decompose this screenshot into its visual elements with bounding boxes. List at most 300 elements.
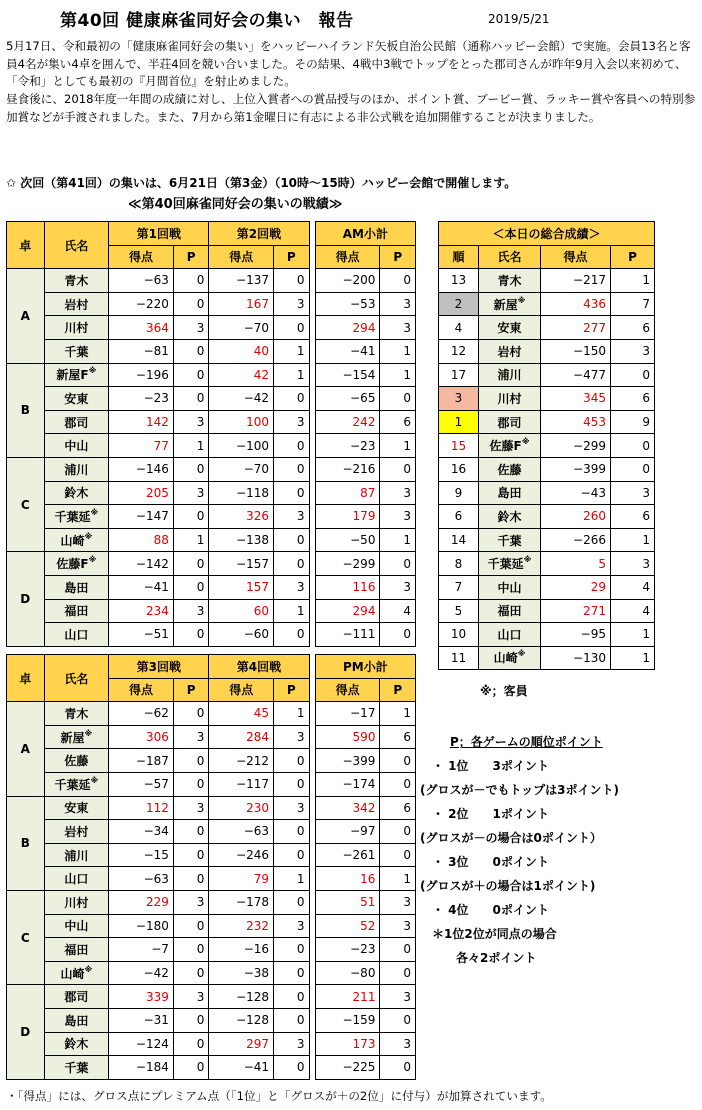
player-name-cell [44, 363, 109, 387]
game-2-points: 1 [274, 867, 309, 891]
game-2-points: 0 [274, 434, 309, 458]
game-2-points: 0 [274, 843, 309, 867]
game-1-score: 77 [109, 434, 174, 458]
game-1-score: −57 [109, 772, 174, 796]
overall-row [439, 623, 655, 647]
subtotal-score: 179 [315, 505, 380, 529]
subtotal-score: −50 [315, 528, 380, 552]
guest-mark: ※ [84, 964, 93, 974]
subtotal-points: 0 [380, 623, 416, 647]
overall-points: 1 [611, 646, 655, 670]
player-name: 浦川 [64, 462, 89, 477]
game-1-points: 3 [173, 796, 208, 820]
overall-score: 453 [541, 410, 611, 434]
overall-row [439, 481, 655, 505]
player-name: 福田 [64, 942, 89, 957]
table-id: B [7, 363, 45, 457]
game-1-points: 3 [173, 410, 208, 434]
next-meeting-notice: ✩ 次回（第41回）の集いは、6月21日（第3金）（10時～15時）ハッピー会館で開催します。 [6, 176, 517, 190]
game-2-score: 42 [209, 363, 274, 387]
game-2-points: 3 [274, 914, 309, 938]
player-name: 岩村 [64, 297, 89, 312]
game-1-score: −81 [109, 339, 174, 363]
player-name-cell [44, 269, 109, 293]
subtotal-points: 3 [380, 914, 416, 938]
player-name-cell [44, 528, 109, 552]
overall-title: ＜本日の総合成績＞ [439, 222, 655, 246]
game-2-points: 0 [274, 269, 309, 293]
subtotal-score: 294 [315, 316, 380, 340]
legend-line: (グロスが＋の場合は1ポイント) [420, 879, 596, 893]
game-2-score: 45 [209, 702, 274, 726]
game-1-points: 0 [173, 843, 208, 867]
game-1-score: −63 [109, 269, 174, 293]
game-2-score: −38 [209, 961, 274, 985]
header-score: 得点 [315, 678, 380, 702]
pm-results-table [6, 654, 416, 1080]
overall-rank: 7 [439, 575, 479, 599]
header-name: 氏名 [44, 655, 109, 702]
player-name-cell [44, 434, 109, 458]
table-row [7, 481, 416, 505]
footnote: ・「得点」には、グロス点にプレミアム点（「1位」と「グロスが＋の2位」に付与）が加算されています。 [6, 1089, 552, 1103]
game-2-points: 0 [274, 316, 309, 340]
player-name: 鈴木 [64, 1037, 89, 1052]
legend-line: ＊1位2位が同点の場合 [420, 927, 557, 941]
table-row [7, 623, 416, 647]
legend-line: ・ 3位 0ポイント [420, 855, 549, 869]
subtotal-score: −53 [315, 292, 380, 316]
game-1-score: 205 [109, 481, 174, 505]
header-p: P [380, 245, 416, 269]
overall-score: 5 [541, 552, 611, 576]
overall-points: 1 [611, 623, 655, 647]
table-row [7, 843, 416, 867]
game-1-points: 0 [173, 702, 208, 726]
intro-paragraph-1: 5月17日、令和最初の「健康麻雀同好会の集い」をハッピーハイランド矢板自治公民館（通称ハッピー会館）で実施。会員13名と客員4名が集い4卓を囲んで、半荘4回を競い合いました。その結果、4戦中3戦でトップをとった郡司さんが昨年9月入会以来初めて、「令和」としても最初の『月間首位』を射止めました。 [6, 39, 691, 89]
game-1-points: 0 [173, 938, 208, 962]
game-2-score: −138 [209, 528, 274, 552]
player-name: 鈴木 [64, 486, 89, 501]
game-2-points: 0 [274, 961, 309, 985]
game-2-points: 0 [274, 749, 309, 773]
table-row [7, 599, 416, 623]
overall-row [439, 575, 655, 599]
game-1-score: −15 [109, 843, 174, 867]
report-date: 2019/5/21 [488, 12, 550, 26]
overall-row [439, 434, 655, 458]
player-name: 千葉 [497, 533, 522, 548]
points-legend [420, 730, 619, 970]
player-name-cell [44, 552, 109, 576]
subtotal-score: −225 [315, 1056, 380, 1080]
guest-mark: ※ [517, 649, 526, 659]
game-2-score: −42 [209, 387, 274, 411]
header-score: 得点 [109, 678, 174, 702]
table-id: C [7, 890, 45, 984]
overall-rank: 3 [439, 387, 479, 411]
subtotal-points: 1 [380, 363, 416, 387]
game-2-points: 0 [274, 938, 309, 962]
subtotal-score: −154 [315, 363, 380, 387]
table-row [7, 702, 416, 726]
table-row [7, 410, 416, 434]
subtotal-points: 3 [380, 890, 416, 914]
subtotal-score: −97 [315, 820, 380, 844]
table-row [7, 269, 416, 293]
subtotal-points: 1 [380, 434, 416, 458]
header-game-2: 第2回戦 [209, 222, 309, 246]
overall-results-table [438, 221, 655, 670]
game-2-points: 0 [274, 985, 309, 1009]
player-name: 中山 [497, 580, 522, 595]
player-name-cell [44, 725, 109, 749]
player-name: 山崎 [60, 533, 85, 548]
overall-row [439, 457, 655, 481]
header-game-1: 第1回戦 [109, 222, 209, 246]
player-name: 千葉延 [487, 557, 524, 572]
player-name: 山口 [64, 872, 89, 887]
subtotal-score: 173 [315, 1032, 380, 1056]
player-name: 佐藤F [489, 439, 522, 454]
game-1-points: 3 [173, 481, 208, 505]
player-name: 福田 [497, 604, 522, 619]
subtotal-score: −399 [315, 749, 380, 773]
game-2-points: 1 [274, 702, 309, 726]
player-name: 郡司 [64, 415, 89, 430]
overall-score: −299 [541, 434, 611, 458]
player-name: 川村 [64, 321, 89, 336]
intro-paragraph-2: 昼食後に、2018年度一年間の成績に対し、上位入賞者への賞品授与のほか、ポイント賞、ブービー賞、ラッキー賞や客員への特別参加賞などが手渡されました。また、7月から第1金曜日に有志による非公式戦を追加開催することが決まりました。 [6, 92, 696, 124]
player-name-cell [44, 599, 109, 623]
legend-line: (グロスが－の場合は0ポイント） [420, 831, 602, 845]
header-p: P [380, 678, 416, 702]
game-2-points: 3 [274, 505, 309, 529]
overall-rank: 14 [439, 528, 479, 552]
page-title: 第40回 健康麻雀同好会の集い 報告 [60, 11, 354, 31]
game-2-points: 0 [274, 772, 309, 796]
table-row [7, 1008, 416, 1032]
header-p: P [274, 678, 309, 702]
game-2-points: 3 [274, 1032, 309, 1056]
guest-mark: ※ [84, 531, 93, 541]
table-row [7, 1032, 416, 1056]
table-id: B [7, 796, 45, 890]
game-1-score: 339 [109, 985, 174, 1009]
subtotal-score: 342 [315, 796, 380, 820]
game-2-score: −128 [209, 985, 274, 1009]
legend-line: ・ 2位 1ポイント [420, 807, 549, 821]
player-name: 佐藤 [497, 462, 522, 477]
table-id: A [7, 269, 45, 363]
player-name: 青木 [497, 273, 522, 288]
header-p: P [173, 245, 208, 269]
player-name-cell [44, 702, 109, 726]
subtotal-points: 0 [380, 552, 416, 576]
results-subtitle: ≪第40回麻雀同好会の集いの戦績≫ [128, 197, 343, 212]
player-name: 島田 [64, 580, 89, 595]
player-name: 山口 [497, 627, 522, 642]
game-1-points: 0 [173, 457, 208, 481]
game-1-points: 0 [173, 914, 208, 938]
player-name: 山崎 [493, 651, 518, 666]
overall-rank: 4 [439, 316, 479, 340]
header-score: 得点 [209, 678, 274, 702]
table-row [7, 528, 416, 552]
game-2-score: −246 [209, 843, 274, 867]
game-2-points: 0 [274, 481, 309, 505]
game-2-score: −100 [209, 434, 274, 458]
overall-rank: 11 [439, 646, 479, 670]
subtotal-score: −159 [315, 1008, 380, 1032]
subtotal-score: −17 [315, 702, 380, 726]
table-row [7, 339, 416, 363]
header-p: P [173, 678, 208, 702]
overall-name-cell [479, 363, 541, 387]
legend-line: 各々2ポイント [420, 951, 537, 965]
game-2-score: −16 [209, 938, 274, 962]
table-id: C [7, 457, 45, 551]
table-row [7, 820, 416, 844]
game-2-score: 40 [209, 339, 274, 363]
player-name-cell [44, 387, 109, 411]
game-1-points: 0 [173, 623, 208, 647]
game-1-score: −124 [109, 1032, 174, 1056]
player-name-cell [44, 339, 109, 363]
subtotal-score: −216 [315, 457, 380, 481]
table-row [7, 363, 416, 387]
table-row [7, 457, 416, 481]
player-name: 千葉延 [54, 509, 91, 524]
subtotal-score: −41 [315, 339, 380, 363]
game-2-score: 167 [209, 292, 274, 316]
game-1-score: −34 [109, 820, 174, 844]
table-row [7, 316, 416, 340]
overall-name-cell [479, 575, 541, 599]
subtotal-points: 1 [380, 702, 416, 726]
overall-rank: 1 [439, 410, 479, 434]
overall-name-cell [479, 434, 541, 458]
game-2-score: 157 [209, 575, 274, 599]
guest-mark: ※ [88, 555, 97, 565]
overall-score: −266 [541, 528, 611, 552]
subtotal-points: 0 [380, 269, 416, 293]
overall-name-cell [479, 646, 541, 670]
subtotal-score: −299 [315, 552, 380, 576]
game-2-points: 3 [274, 796, 309, 820]
game-2-points: 0 [274, 820, 309, 844]
subtotal-points: 0 [380, 457, 416, 481]
overall-points: 0 [611, 457, 655, 481]
overall-rank: 10 [439, 623, 479, 647]
guest-mark: ※ [88, 366, 97, 376]
legend-title: P；各ゲームの順位ポイント [450, 735, 603, 749]
game-2-points: 0 [274, 552, 309, 576]
game-1-points: 0 [173, 363, 208, 387]
game-1-score: −7 [109, 938, 174, 962]
game-2-score: 326 [209, 505, 274, 529]
player-name: 山崎 [60, 966, 85, 981]
subtotal-points: 0 [380, 749, 416, 773]
guest-mark: ※ [90, 775, 99, 785]
player-name: 安東 [64, 801, 89, 816]
table-row [7, 938, 416, 962]
overall-name-cell [479, 505, 541, 529]
legend-line: (グロスが－でもトップは3ポイント) [420, 783, 619, 797]
overall-points: 3 [611, 481, 655, 505]
table-row [7, 552, 416, 576]
overall-score: 29 [541, 575, 611, 599]
guest-note: ※；客員 [480, 684, 528, 698]
game-1-points: 0 [173, 575, 208, 599]
subtotal-points: 3 [380, 985, 416, 1009]
player-name: 岩村 [497, 344, 522, 359]
overall-row [439, 269, 655, 293]
player-name: 青木 [64, 273, 89, 288]
game-1-points: 0 [173, 552, 208, 576]
player-name-cell [44, 749, 109, 773]
game-2-score: 230 [209, 796, 274, 820]
overall-score: −95 [541, 623, 611, 647]
subtotal-score: 211 [315, 985, 380, 1009]
game-1-score: −41 [109, 575, 174, 599]
table-row [7, 505, 416, 529]
overall-rank: 8 [439, 552, 479, 576]
player-name-cell [44, 938, 109, 962]
player-name-cell [44, 820, 109, 844]
game-1-score: 364 [109, 316, 174, 340]
game-1-points: 0 [173, 269, 208, 293]
game-1-score: −184 [109, 1056, 174, 1080]
header-game-2: 第4回戦 [209, 655, 309, 679]
overall-rank: 17 [439, 363, 479, 387]
player-name: 新屋 [60, 730, 85, 745]
player-name: 福田 [64, 604, 89, 619]
game-2-score: −212 [209, 749, 274, 773]
game-1-score: −147 [109, 505, 174, 529]
player-name-cell [44, 772, 109, 796]
game-2-score: −70 [209, 457, 274, 481]
overall-rank: 16 [439, 457, 479, 481]
overall-name-cell [479, 623, 541, 647]
player-name: 川村 [497, 391, 522, 406]
player-name-cell [44, 457, 109, 481]
game-1-score: 112 [109, 796, 174, 820]
game-1-points: 0 [173, 292, 208, 316]
player-name: 山口 [64, 627, 89, 642]
table-row [7, 961, 416, 985]
game-1-score: 306 [109, 725, 174, 749]
overall-score: −217 [541, 269, 611, 293]
intro-text [6, 38, 698, 127]
player-name-cell [44, 961, 109, 985]
game-1-points: 0 [173, 961, 208, 985]
overall-points: 0 [611, 434, 655, 458]
overall-score: −399 [541, 457, 611, 481]
subtotal-score: 590 [315, 725, 380, 749]
table-row [7, 575, 416, 599]
overall-row [439, 552, 655, 576]
game-2-points: 3 [274, 725, 309, 749]
overall-score: 271 [541, 599, 611, 623]
overall-points: 7 [611, 292, 655, 316]
overall-score: −130 [541, 646, 611, 670]
subtotal-points: 0 [380, 938, 416, 962]
overall-points: 6 [611, 387, 655, 411]
game-1-score: −180 [109, 914, 174, 938]
overall-name-cell [479, 552, 541, 576]
game-1-points: 0 [173, 867, 208, 891]
guest-mark: ※ [84, 728, 93, 738]
player-name-cell [44, 1056, 109, 1080]
overall-name-cell [479, 528, 541, 552]
overall-name-cell [479, 339, 541, 363]
player-name-cell [44, 575, 109, 599]
overall-name-cell [479, 316, 541, 340]
overall-row [439, 528, 655, 552]
overall-rank: 5 [439, 599, 479, 623]
player-name: 中山 [64, 919, 89, 934]
game-1-score: 88 [109, 528, 174, 552]
game-2-score: 297 [209, 1032, 274, 1056]
subtotal-points: 6 [380, 796, 416, 820]
game-2-score: −118 [209, 481, 274, 505]
player-name: 新屋F [56, 368, 89, 383]
subtotal-score: −174 [315, 772, 380, 796]
player-name: 千葉 [64, 1060, 89, 1075]
legend-line: ・ 4位 0ポイント [420, 903, 549, 917]
am-results-table [6, 221, 416, 647]
table-row [7, 772, 416, 796]
game-2-points: 0 [274, 890, 309, 914]
player-name-cell [44, 867, 109, 891]
subtotal-score: −261 [315, 843, 380, 867]
player-name: 安東 [497, 321, 522, 336]
overall-score: −150 [541, 339, 611, 363]
player-name: 郡司 [64, 990, 89, 1005]
game-1-score: −42 [109, 961, 174, 985]
player-name-cell [44, 292, 109, 316]
overall-rank: 6 [439, 505, 479, 529]
game-2-points: 3 [274, 410, 309, 434]
game-2-score: −60 [209, 623, 274, 647]
game-1-score: −62 [109, 702, 174, 726]
game-2-points: 1 [274, 363, 309, 387]
game-1-points: 0 [173, 1032, 208, 1056]
player-name-cell [44, 505, 109, 529]
subtotal-points: 0 [380, 843, 416, 867]
game-2-score: −70 [209, 316, 274, 340]
game-1-points: 0 [173, 505, 208, 529]
game-1-points: 0 [173, 339, 208, 363]
header-score: 得点 [109, 245, 174, 269]
overall-points: 4 [611, 575, 655, 599]
game-1-points: 0 [173, 820, 208, 844]
player-name: 千葉 [64, 344, 89, 359]
overall-row [439, 646, 655, 670]
player-name-cell [44, 481, 109, 505]
header-p: P [274, 245, 309, 269]
overall-name-cell [479, 387, 541, 411]
subtotal-points: 0 [380, 772, 416, 796]
table-row [7, 867, 416, 891]
overall-points: 3 [611, 339, 655, 363]
game-1-points: 1 [173, 434, 208, 458]
subtotal-points: 0 [380, 961, 416, 985]
subtotal-points: 1 [380, 339, 416, 363]
overall-points: 1 [611, 528, 655, 552]
overall-rank: 2 [439, 292, 479, 316]
